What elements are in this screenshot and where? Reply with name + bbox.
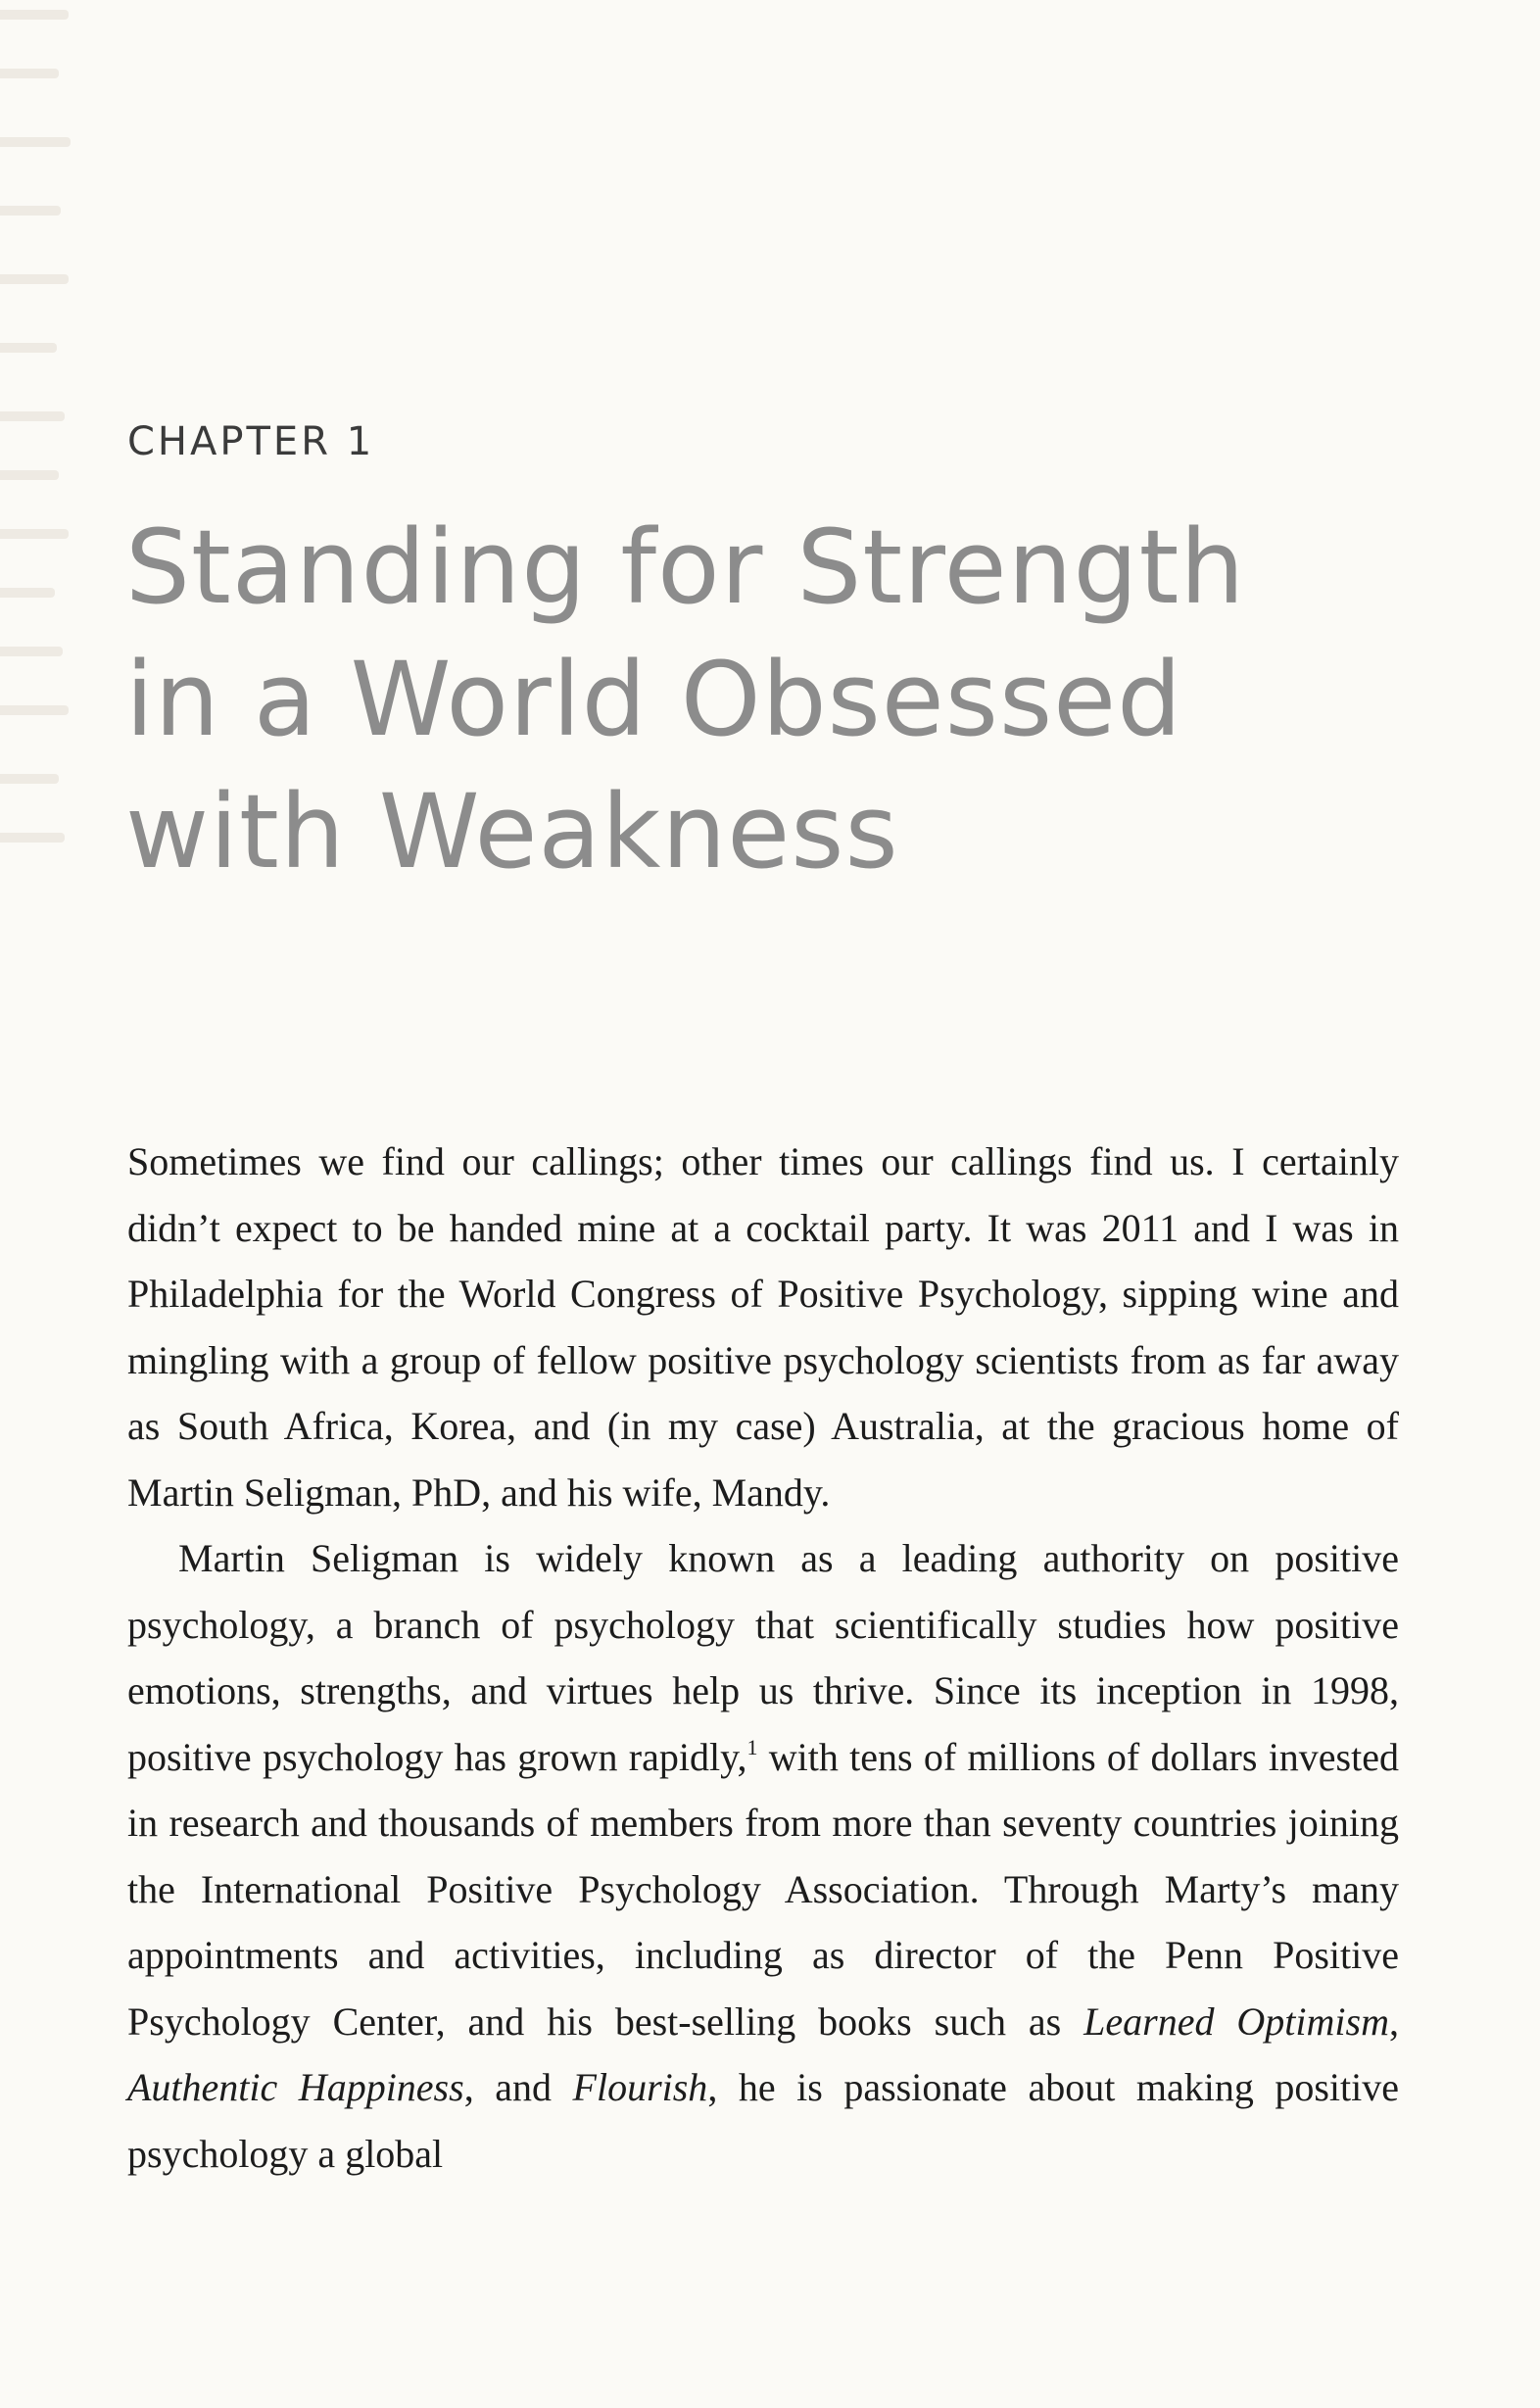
book-title-italic: Authentic Happiness	[127, 2065, 464, 2109]
text-run: with tens of millions of dollars invested in research and thousands of members from more than seventy countries joining the International Positive Psychology Association. Through Marty’s many appointments and activities, including as director of the Penn Positive Psychology Center, and his best-selling books such as	[127, 1734, 1399, 2044]
paragraph-2	[127, 1525, 1399, 2187]
text-run: , and	[463, 2065, 573, 2109]
text-run: ,	[1389, 1999, 1399, 2044]
text-run: , he is passionate about making positive psychology a global	[127, 2065, 1400, 2176]
chapter-title	[125, 502, 1458, 898]
chapter-title-line: Standing for Strength	[125, 507, 1246, 627]
book-title-italic: Flourish	[572, 2065, 708, 2109]
footnote-marker: 1	[746, 1734, 758, 1759]
chapter-label: CHAPTER 1	[127, 419, 375, 464]
scan-edge-marks	[0, 0, 88, 882]
text-run: Sometimes we find our callings; other times our callings find us. I certainly didn’t expect to be handed mine at a cocktail party. It was 2011 and I was in Philadelphia for the World Congress of Positive Psychology, sipping wine and mingling with a group of fellow positive psychology scientists from as far away as South Africa, Korea, and (in my case) Australia, at the gracious home of Martin Seligman, PhD, and his wife, Mandy.	[127, 1139, 1399, 1515]
body-text	[127, 1129, 1399, 2187]
chapter-title-line: in a World Obsessed	[125, 640, 1183, 759]
book-title-italic: Learned Optimism	[1083, 1999, 1389, 2044]
text-run: Martin Seligman is widely known as a leading authority on positive psychology, a branch of psychology that scientifically studies how positive emotions, strengths, and virtues help us thrive. Since its inception in 1998, positive psychology has grown rapidly,	[127, 1536, 1399, 1779]
chapter-title-line: with Weakness	[125, 772, 899, 891]
paragraph-1	[127, 1129, 1399, 1525]
